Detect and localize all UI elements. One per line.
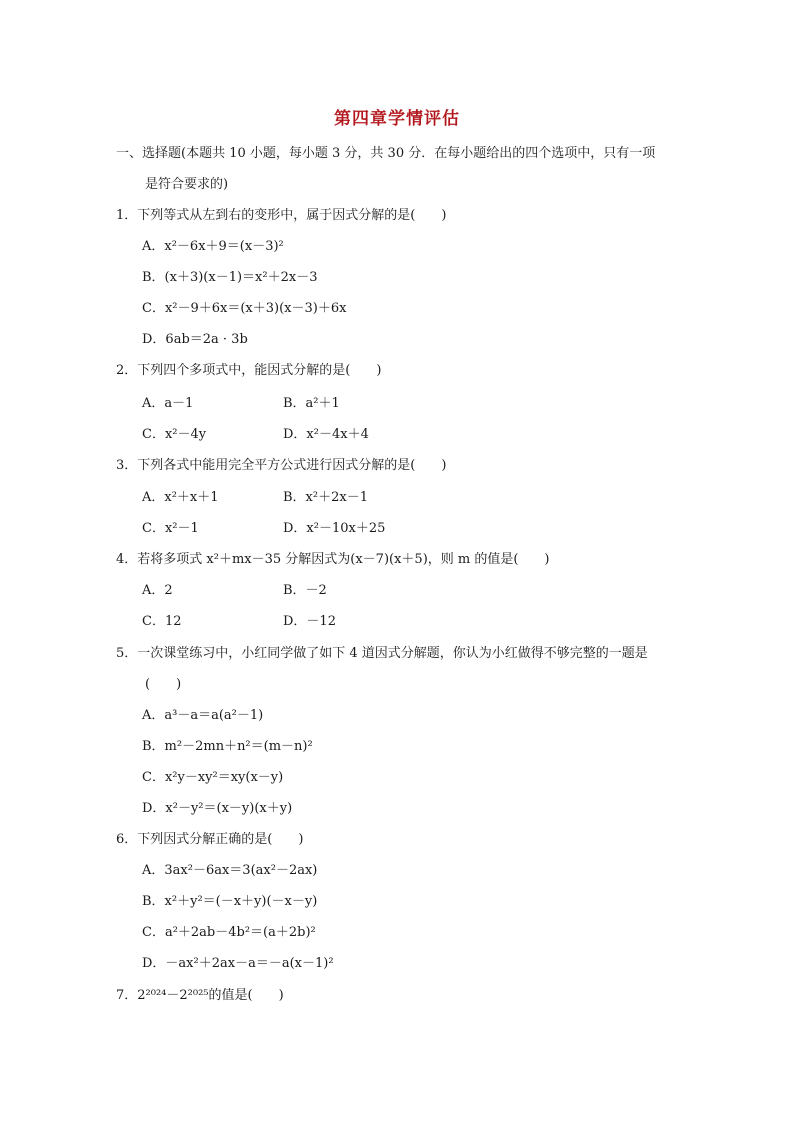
question-5-option-a: A．a³－a＝a(a²－1) [142, 708, 264, 723]
page-title: 第四章学情评估 [334, 109, 460, 129]
question-7-stem: 7．2²⁰²⁴－2²⁰²⁵的值是( ) [116, 988, 284, 1003]
question-2-option-b: B．a²＋1 [283, 396, 340, 411]
question-3-option-b: B．x²＋2x－1 [283, 490, 368, 505]
question-1-stem: 1．下列等式从左到右的变形中，属于因式分解的是( ) [116, 208, 447, 223]
question-4-option-b: B．－2 [283, 583, 327, 598]
question-4-stem: 4．若将多项式 x²＋mx－35 分解因式为(x－7)(x＋5)，则 m 的值是( ) [116, 552, 550, 567]
question-4-option-a: A．2 [142, 583, 173, 598]
question-5-option-b: B．m²－2mn＋n²＝(m－n)² [142, 739, 313, 754]
question-2-option-c: C．x²－4y [142, 427, 207, 442]
question-4-option-c: C．12 [142, 614, 182, 629]
question-3-option-a: A．x²＋x＋1 [142, 490, 219, 505]
question-2-option-d: D．x²－4x＋4 [283, 427, 369, 442]
question-5-stem-cont: ( ) [145, 677, 182, 692]
question-3-option-c: C．x²－1 [142, 521, 199, 536]
question-5-option-c: C．x²y－xy²＝xy(x－y) [142, 770, 284, 785]
question-5-stem: 5．一次课堂练习中，小红同学做了如下 4 道因式分解题，你认为小红做得不够完整的一题是 [116, 646, 648, 661]
question-6-option-b: B．x²＋y²＝(－x＋y)(－x－y) [142, 894, 318, 909]
question-2-stem: 2．下列四个多项式中，能因式分解的是( ) [116, 363, 382, 378]
question-6-option-c: C．a²＋2ab－4b²＝(a＋2b)² [142, 925, 316, 940]
question-1-option-c: C．x²－9＋6x＝(x＋3)(x－3)＋6x [142, 301, 347, 316]
section-heading-cont: 是符合要求的) [145, 177, 229, 192]
question-1-option-d: D．6ab＝2a · 3b [142, 332, 248, 347]
section-heading: 一、选择题(本题共 10 小题，每小题 3 分，共 30 分．在每小题给出的四个选项中，只有一项 [116, 146, 656, 161]
question-1-option-a: A．x²－6x＋9＝(x－3)² [142, 239, 284, 254]
question-6-option-a: A．3ax²－6ax＝3(ax²－2ax) [142, 863, 318, 878]
question-3-option-d: D．x²－10x＋25 [283, 521, 386, 536]
question-1-option-b: B．(x＋3)(x－1)＝x²＋2x－3 [142, 270, 318, 285]
question-6-option-d: D．－ax²＋2ax－a＝－a(x－1)² [142, 956, 334, 971]
question-4-option-d: D．－12 [283, 614, 336, 629]
question-3-stem: 3．下列各式中能用完全平方公式进行因式分解的是( ) [116, 458, 447, 473]
question-6-stem: 6．下列因式分解正确的是( ) [116, 832, 304, 847]
question-2-option-a: A．a－1 [142, 396, 194, 411]
question-5-option-d: D．x²－y²＝(x－y)(x＋y) [142, 801, 293, 816]
